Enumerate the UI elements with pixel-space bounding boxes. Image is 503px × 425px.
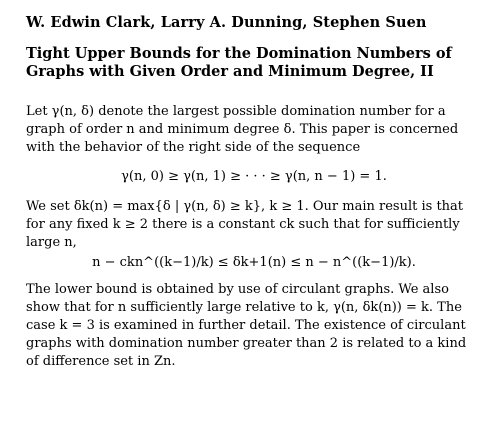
abstract-line: graph of order n and minimum degree δ. This paper is concerned [26, 122, 459, 137]
paper-title [26, 45, 482, 81]
abstract-line: The lower bound is obtained by use of circulant graphs. We also [26, 282, 449, 297]
abstract-line: with the behavior of the right side of the sequence [26, 140, 361, 155]
equation-bounds: n − ckn^((k−1)/k) ≤ δk+1(n) ≤ n − n^((k−1)/k). [92, 255, 416, 270]
abstract-line: show that for n sufficiently large relative to k, γ(n, δk(n)) = k. The [26, 300, 462, 315]
abstract-line: case k = 3 is examined in further detail. The existence of circulant [26, 318, 466, 333]
abstract-line: graphs with domination number greater than 2 is related to a kind [26, 336, 467, 351]
abstract [26, 103, 482, 371]
abstract-line: of difference set in Zn. [26, 354, 176, 369]
abstract-line: large n, [26, 235, 77, 250]
author-list: W. Edwin Clark, Larry A. Dunning, Stephen Suen [26, 14, 427, 31]
title-line-2: Graphs with Given Order and Minimum Degree, II [26, 63, 434, 80]
equation-sequence: γ(n, 0) ≥ γ(n, 1) ≥ · · · ≥ γ(n, n − 1) = 1. [121, 169, 387, 184]
abstract-line: Let γ(n, δ) denote the largest possible domination number for a [26, 104, 446, 119]
paper-page [26, 14, 482, 371]
abstract-line: for any fixed k ≥ 2 there is a constant ck such that for sufficiently [26, 217, 460, 232]
title-line-1: Tight Upper Bounds for the Domination Numbers of [26, 45, 452, 62]
abstract-line: We set δk(n) = max{δ | γ(n, δ) ≥ k}, k ≥ 1. Our main result is that [26, 199, 464, 214]
